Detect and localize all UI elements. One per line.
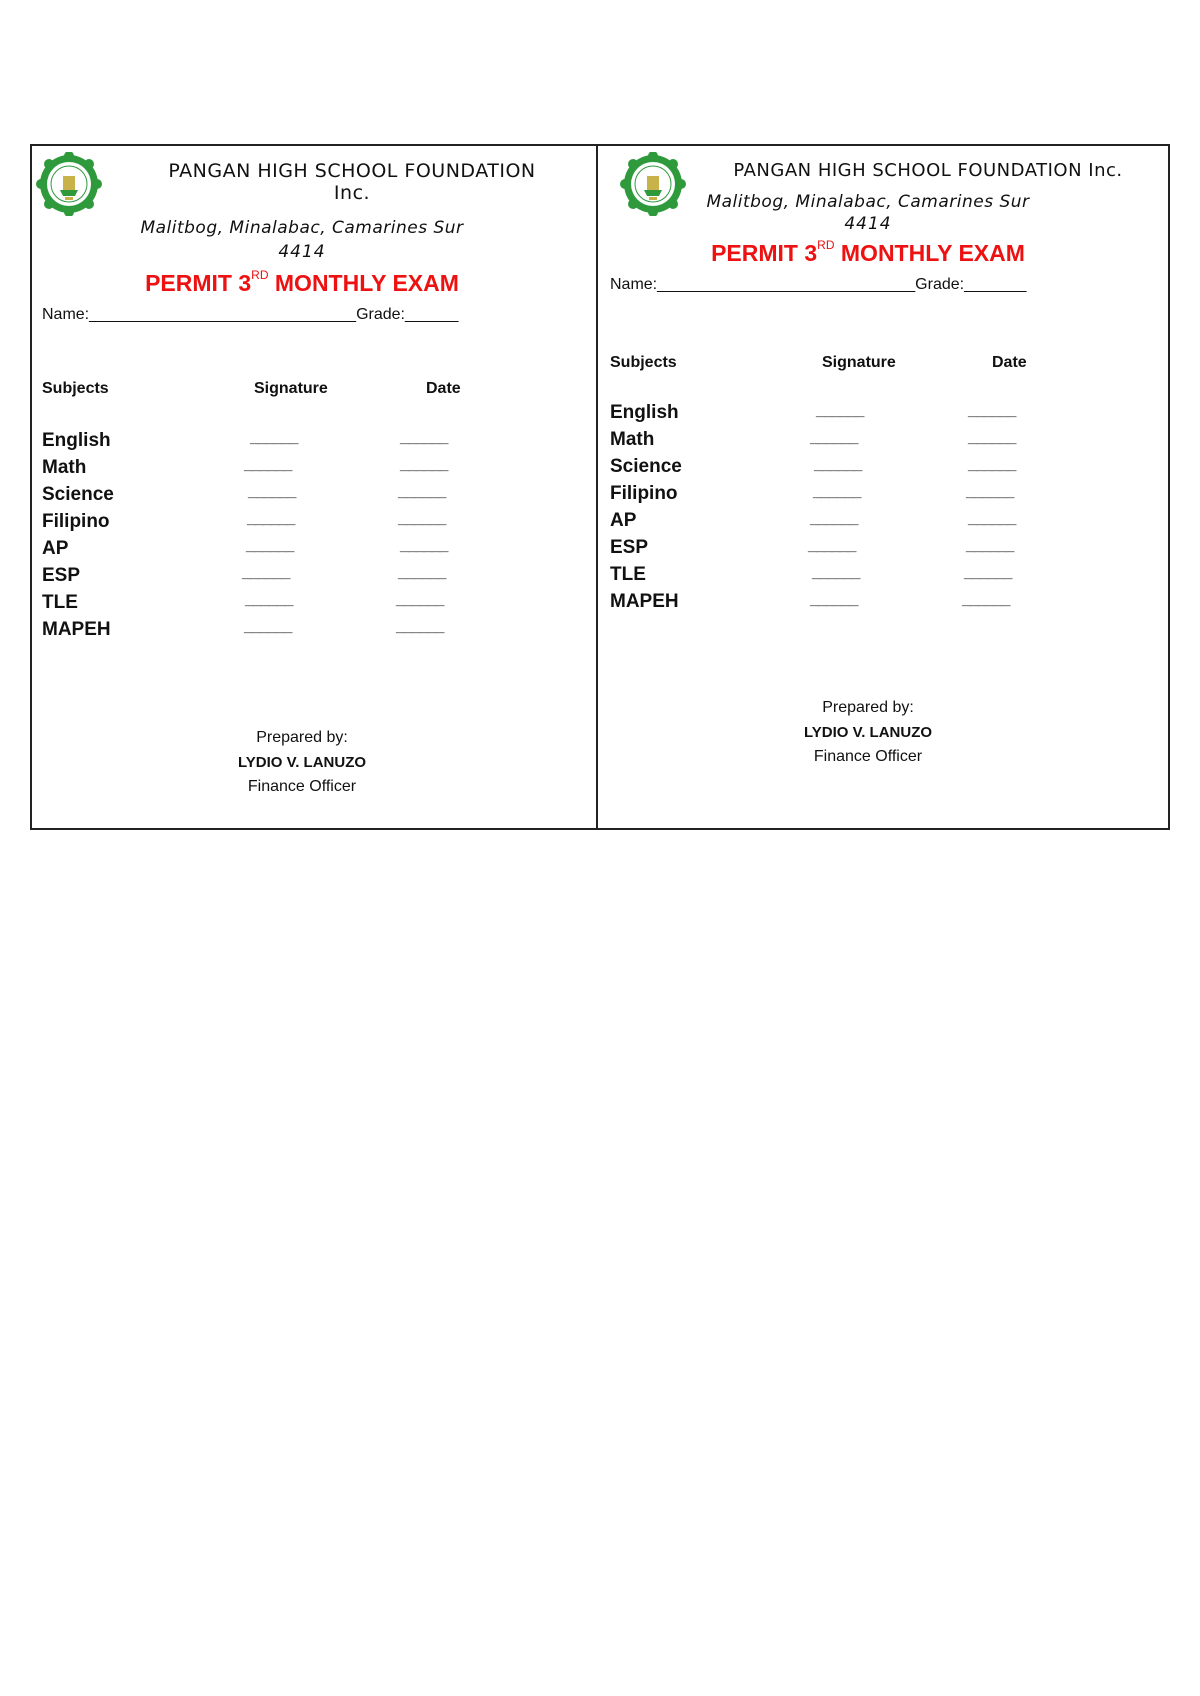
- school-name: [132, 160, 572, 204]
- date-line-filipino[interactable]: ______: [398, 510, 446, 527]
- school-zip: 4414: [278, 242, 326, 262]
- signature-line-english[interactable]: ______: [250, 429, 298, 446]
- col-header-date: Date: [992, 354, 1027, 371]
- signature-line-filipino[interactable]: ______: [247, 510, 295, 527]
- subject-math: Math: [42, 457, 87, 478]
- subject-english: English: [42, 430, 111, 451]
- school-name: PANGAN HIGH SCHOOL FOUNDATION Inc.: [733, 160, 1123, 181]
- subject-filipino: Filipino: [42, 511, 110, 532]
- signature-line-math[interactable]: ______: [810, 429, 858, 446]
- officer-title: Finance Officer: [813, 748, 923, 765]
- name-grade-field[interactable]: Name:_____________________________Grade:_______: [610, 276, 1027, 293]
- officer-name: LYDIO V. LANUZO: [803, 724, 933, 741]
- title-superscript: RD: [251, 268, 269, 283]
- permit-title: [92, 270, 512, 297]
- subject-filipino: Filipino: [610, 483, 678, 504]
- school-seal-icon: [32, 152, 106, 216]
- signature-line-math[interactable]: ______: [244, 456, 292, 473]
- subject-science: Science: [42, 484, 114, 505]
- subject-tle: TLE: [42, 592, 78, 613]
- name-grade-field[interactable]: Name:______________________________Grade:______: [42, 306, 459, 323]
- date-line-english[interactable]: ______: [968, 402, 1016, 419]
- date-line-ap[interactable]: ______: [968, 510, 1016, 527]
- signature-line-science[interactable]: ______: [248, 483, 296, 500]
- date-line-mapeh[interactable]: ______: [396, 618, 444, 635]
- school-name-line1: PANGAN HIGH SCHOOL FOUNDATION: [168, 160, 536, 182]
- signature-line-esp[interactable]: ______: [808, 537, 856, 554]
- col-header-subjects: Subjects: [610, 354, 677, 371]
- subject-math: Math: [610, 429, 655, 450]
- title-suffix: MONTHLY EXAM: [834, 240, 1025, 266]
- col-header-subjects: Subjects: [42, 380, 109, 397]
- date-line-tle[interactable]: ______: [964, 564, 1012, 581]
- subject-ap: AP: [610, 510, 637, 531]
- date-line-tle[interactable]: ______: [396, 591, 444, 608]
- date-line-mapeh[interactable]: ______: [962, 591, 1010, 608]
- col-header-signature: Signature: [822, 354, 896, 371]
- signature-line-english[interactable]: ______: [816, 402, 864, 419]
- school-address: Malitbog, Minalabac, Camarines Sur: [140, 218, 464, 238]
- signature-line-mapeh[interactable]: ______: [244, 618, 292, 635]
- subject-mapeh: MAPEH: [42, 619, 111, 640]
- school-zip: 4414: [844, 214, 892, 234]
- signature-line-mapeh[interactable]: ______: [810, 591, 858, 608]
- signature-line-ap[interactable]: ______: [810, 510, 858, 527]
- date-line-filipino[interactable]: ______: [966, 483, 1014, 500]
- school-name-line2: Inc.: [333, 182, 371, 204]
- title-prefix: PERMIT 3: [711, 240, 818, 266]
- permit-title: [658, 240, 1078, 267]
- date-line-science[interactable]: ______: [968, 456, 1016, 473]
- date-line-math[interactable]: ______: [968, 429, 1016, 446]
- prepared-by-label: Prepared by:: [256, 729, 348, 746]
- signature-line-tle[interactable]: ______: [245, 591, 293, 608]
- date-line-english[interactable]: ______: [400, 429, 448, 446]
- signature-line-filipino[interactable]: ______: [813, 483, 861, 500]
- subject-esp: ESP: [42, 565, 81, 586]
- title-suffix: MONTHLY EXAM: [268, 270, 459, 296]
- subject-science: Science: [610, 456, 682, 477]
- signature-line-tle[interactable]: ______: [812, 564, 860, 581]
- school-address: Malitbog, Minalabac, Camarines Sur: [706, 192, 1030, 212]
- title-prefix: PERMIT 3: [145, 270, 252, 296]
- subject-esp: ESP: [610, 537, 649, 558]
- title-superscript: RD: [817, 238, 835, 253]
- date-line-science[interactable]: ______: [398, 483, 446, 500]
- officer-name: LYDIO V. LANUZO: [237, 754, 367, 771]
- subject-mapeh: MAPEH: [610, 591, 679, 612]
- subject-ap: AP: [42, 538, 69, 559]
- permit-card-left: [32, 146, 596, 828]
- officer-title: Finance Officer: [247, 778, 357, 795]
- signature-line-ap[interactable]: ______: [246, 537, 294, 554]
- signature-line-science[interactable]: ______: [814, 456, 862, 473]
- subject-tle: TLE: [610, 564, 646, 585]
- date-line-ap[interactable]: ______: [400, 537, 448, 554]
- col-header-date: Date: [426, 380, 461, 397]
- date-line-esp[interactable]: ______: [966, 537, 1014, 554]
- prepared-by-label: Prepared by:: [822, 699, 914, 716]
- date-line-esp[interactable]: ______: [398, 564, 446, 581]
- subject-english: English: [610, 402, 679, 423]
- col-header-signature: Signature: [254, 380, 328, 397]
- date-line-math[interactable]: ______: [400, 456, 448, 473]
- permit-card-right: [598, 146, 1168, 828]
- signature-line-esp[interactable]: ______: [242, 564, 290, 581]
